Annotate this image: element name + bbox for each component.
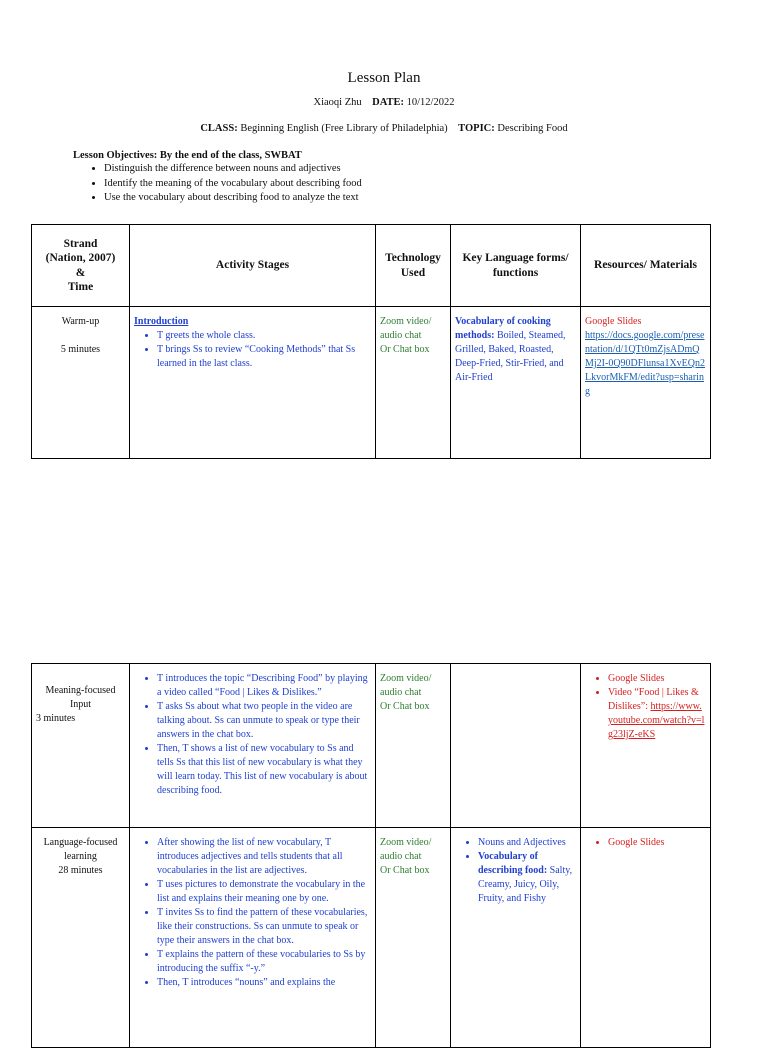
activity-cell: [130, 828, 376, 1048]
step-item: • T greets the whole class.: [157, 329, 371, 343]
date-value: 10/12/2022: [406, 97, 455, 108]
resources-cell: [581, 828, 711, 1048]
step-item: • T explains the pattern of these vocabularies to Ss by introducing the suffix “-y.”: [157, 948, 371, 976]
technology-cell: Zoom video/ audio chat Or Chat box: [376, 828, 451, 1048]
header-activity: Activity Stages: [130, 225, 376, 307]
table-row: [32, 828, 711, 1048]
header-strand: Strand (Nation, 2007) & Time: [32, 225, 130, 307]
topic-value: Describing Food: [497, 123, 568, 134]
topic-label: TOPIC:: [458, 123, 495, 134]
objective-item: • Distinguish the difference between nouns and adjectives: [104, 162, 713, 177]
lesson-table-page2: [31, 663, 711, 1048]
strand-cell: [32, 307, 130, 459]
step-item: • T asks Ss about what two people in the video are talking about. Ss can unmute to speak or type their answers in the chat box.: [157, 700, 371, 742]
technology-cell: Zoom video/ audio chat Or Chat box: [376, 664, 451, 828]
language-cell: [451, 828, 581, 1048]
class-line: [0, 123, 768, 134]
lesson-table-page1: [31, 224, 711, 459]
language-item: • Vocabulary of describing food: Salty, Creamy, Juicy, Oily, Fruity, and Fishy: [478, 850, 576, 906]
strand-time: 28 minutes: [58, 865, 103, 876]
resource-list: [585, 672, 706, 742]
page-title: Lesson Plan: [347, 70, 421, 86]
language-cell: [451, 664, 581, 828]
activity-steps: [134, 329, 371, 371]
step-item: • T introduces the topic “Describing Food” by playing a video called “Food | Likes & Dislikes.”: [157, 672, 371, 700]
language-heading: Vocabulary of cooking methods:: [455, 316, 551, 341]
class-label: CLASS:: [200, 123, 238, 134]
resource-item: • Google Slides: [608, 836, 706, 850]
language-list: Boiled, Steamed, Grilled, Baked, Roasted, Deep-Fried, Stir-Fried, and Air-Fried: [455, 330, 566, 383]
author-line: [0, 97, 768, 108]
date-label: DATE:: [372, 97, 405, 108]
strand-cell: [32, 828, 130, 1048]
technology-cell: Zoom video/ audio chat Or Chat box: [376, 307, 451, 459]
table-row: [32, 307, 711, 459]
objective-item: • Use the vocabulary about describing food to analyze the text: [104, 191, 713, 206]
stage-title: Introduction: [134, 316, 189, 327]
table-header-row: [32, 225, 711, 307]
header-technology: Technology Used: [376, 225, 451, 307]
resources-cell: [581, 664, 711, 828]
strand-cell: [32, 664, 130, 828]
strand-time: 5 minutes: [60, 344, 101, 355]
author-name: Xiaoqi Zhu: [313, 97, 362, 108]
objectives-list: [73, 162, 713, 206]
language-item: • Nouns and Adjectives: [478, 836, 576, 850]
language-list: [455, 836, 576, 906]
youtube-video-link[interactable]: https://www.youtube.com/watch?v=lg23ljZ-eKS: [608, 701, 705, 740]
table-row: [32, 664, 711, 828]
header-language: Key Language forms/ functions: [451, 225, 581, 307]
class-value: Beginning English (Free Library of Philadelphia): [240, 123, 448, 134]
step-item: • T uses pictures to demonstrate the vocabulary in the list and explains their meaning one by one.: [157, 878, 371, 906]
step-item: • T brings Ss to review “Cooking Methods” that Ss learned in the last class.: [157, 343, 371, 371]
strand-name: Warm-up: [61, 316, 100, 327]
step-item: • T invites Ss to find the pattern of these vocabularies, like their constructions. Ss can unmute to speak or type their answers in the chat box.: [157, 906, 371, 948]
activity-steps: [134, 836, 371, 990]
objectives-label: Lesson Objectives:: [73, 150, 158, 161]
activity-steps: [134, 672, 371, 798]
resources-cell: [581, 307, 711, 459]
resource-list: [585, 836, 706, 850]
strand-time: 3 minutes: [36, 713, 76, 724]
objective-item: • Identify the meaning of the vocabulary about describing food: [104, 177, 713, 192]
step-item: • After showing the list of new vocabulary, T introduces adjectives and tells students that all vocabularies in the list are adjectives.: [157, 836, 371, 878]
resource-item: • Video “Food | Likes & Dislikes”: https://www.youtube.com/watch?v=lg23ljZ-eKS: [608, 686, 706, 742]
objectives-intro: By the end of the class, SWBAT: [159, 150, 302, 161]
strand-name: Meaning-focused Input: [45, 685, 116, 710]
step-item: • Then, T introduces “nouns” and explains the: [157, 976, 371, 990]
step-item: • Then, T shows a list of new vocabulary to Ss and tells Ss that this list of new vocabulary is what they will learn today. This list of new vocabulary is about describing food.: [157, 742, 371, 798]
strand-name: Language-focused learning: [43, 837, 118, 862]
resource-item: • Google Slides: [608, 672, 706, 686]
header-resources: Resources/ Materials: [581, 225, 711, 307]
activity-cell: [130, 664, 376, 828]
activity-cell: [130, 307, 376, 459]
resource-label: Google Slides: [585, 316, 642, 327]
lesson-objectives: [73, 150, 713, 206]
language-cell: [451, 307, 581, 459]
google-slides-link[interactable]: https://docs.google.com/presentation/d/1QTt0mZjsADmQMj2I-0Q90DFlunsa1XvEQn2LkvorMkFM/edit?usp=sharing: [585, 330, 705, 397]
